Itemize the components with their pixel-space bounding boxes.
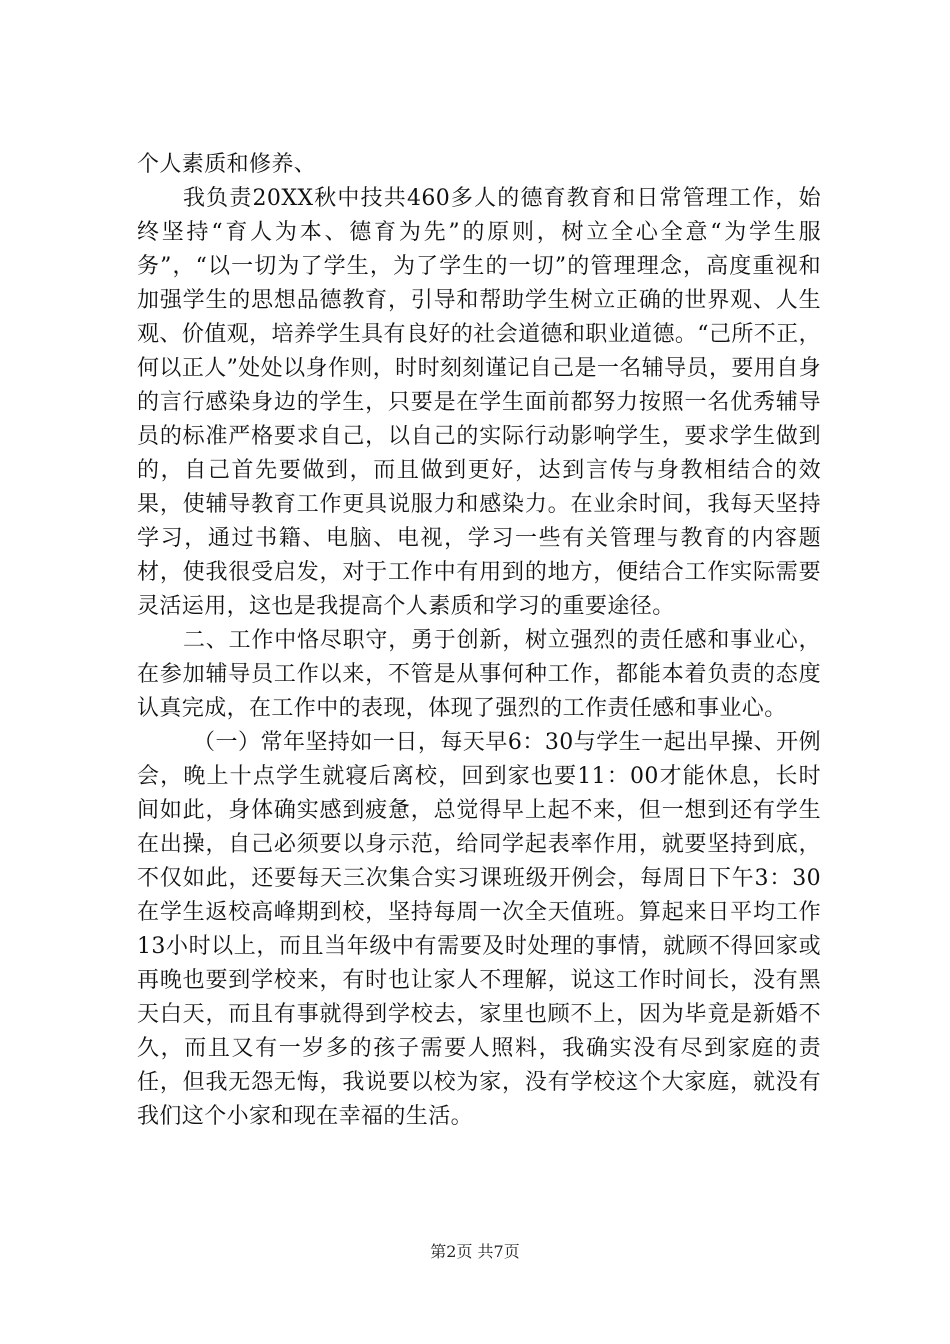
paragraph-section-two: 二、工作中恪尽职守，勇于创新，树立强烈的责任感和事业心，在参加辅导员工作以来，不管是从事何种工作，都能本着负责的态度认真完成，在工作中的表现，体现了强烈的工作责任感和事业心。: [137, 628, 821, 721]
paragraph-subsection-one: （一）常年坚持如一日，每天早6：30与学生一起出早操、开例会，晚上十点学生就寝后离校，回到家也要11：00才能休息，长时间如此，身体确实感到疲惫，总觉得早上起不来，但一想到还有学生在出操，自己必须要以身示范，给同学起表率作用，就要坚持到底，不仅如此，还要每天三次集合实习课班级开例会，每周日下午3：30在学生返校高峰期到校，坚持每周一次全天值班。算起来日平均工作13小时以上，而且当年级中有需要及时处理的事情，就顾不得回家或再晚也要到学校来，有时也让家人不理解，说这工作时间长，没有黑天白天，而且有事就得到学校去，家里也顾不上，因为毕竟是新婚不久，而且又有一岁多的孩子需要人照料，我确实没有尽到家庭的责任，但我无怨无悔，我说要以校为家，没有学校这个大家庭，就没有我们这个小家和现在幸福的生活。: [137, 730, 821, 1129]
document-body: [137, 148, 821, 1134]
paragraph-moral-education: 我负责20XX秋中技共460多人的德育教育和日常管理工作，始终坚持“育人为本、德育为先”的原则，树立全心全意“为学生服务”，“以一切为了学生，为了学生的一切”的管理理念，高度重视和加强学生的思想品德教育，引导和帮助学生树立正确的世界观、人生观、价值观，培养学生具有良好的社会道德和职业道德。“己所不正，何以正人”处处以身作则，时时刻刻谨记自己是一名辅导员，要用自身的言行感染身边的学生，只要是在学生面前都努力按照一名优秀辅导员的标准严格要求自己，以自己的实际行动影响学生，要求学生做到的，自己首先要做到，而且做到更好，达到言传与身教相结合的效果，使辅导教育工作更具说服力和感染力。在业余时间，我每天坚持学习，通过书籍、电脑、电视，学习一些有关管理与教育的内容题材，使我很受启发，对于工作中有用到的地方，便结合工作实际需要灵活运用，这也是我提高个人素质和学习的重要途径。: [137, 186, 821, 619]
paragraph-continuation: 个人素质和修养、: [137, 152, 317, 177]
page-footer: 第2页 共7页: [430, 1242, 520, 1261]
